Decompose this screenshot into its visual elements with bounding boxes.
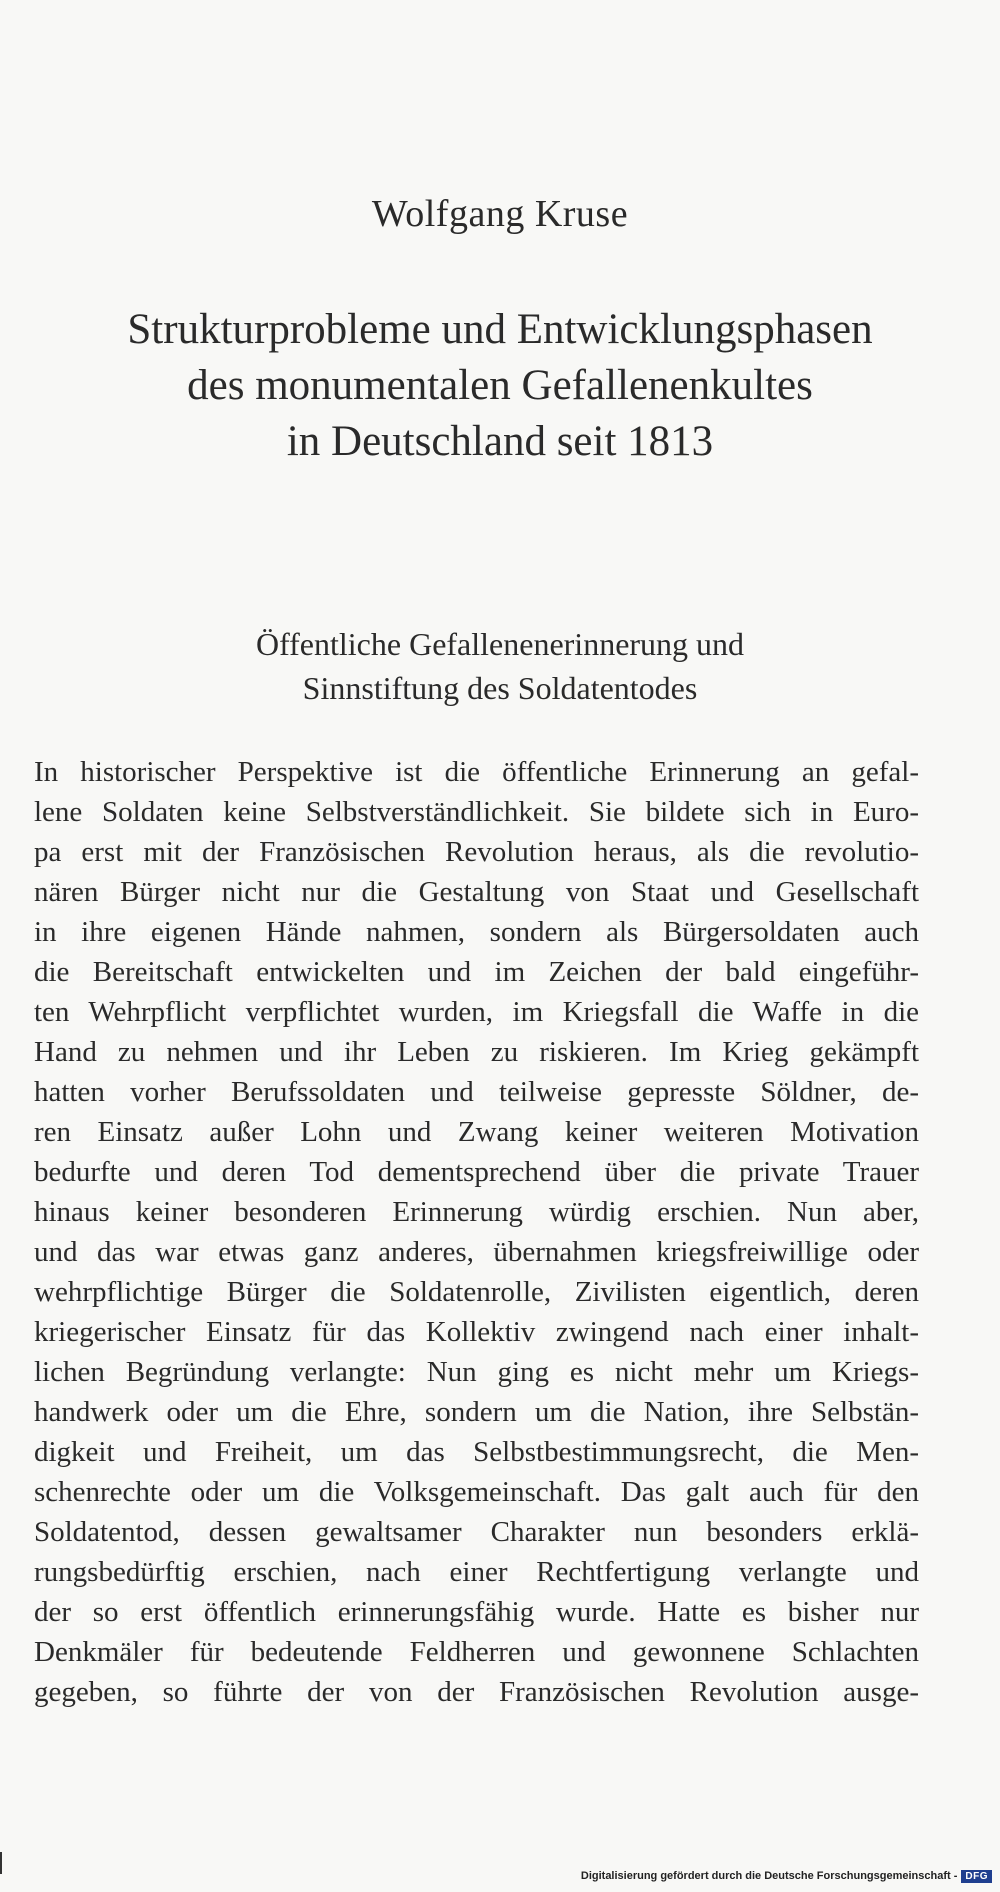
body-line: der so erst öffentlich erinnerungsfähig wurde. Hatte es bisher nur xyxy=(34,1596,919,1628)
body-line: die Bereitschaft entwickelten und im Zeichen der bald eingeführ- xyxy=(34,956,919,988)
chapter-title xyxy=(0,302,1000,470)
body-line: schenrechte oder um die Volksgemeinschaft. Das galt auch für den xyxy=(34,1476,919,1508)
section-heading-line: Sinnstiftung des Soldatentodes xyxy=(302,670,698,706)
body-line: rungsbedürftig erschien, nach einer Rechtfertigung verlangte und xyxy=(34,1556,919,1588)
body-line: lene Soldaten keine Selbstverständlichkeit. Sie bildete sich in Euro- xyxy=(34,796,919,828)
body-line: pa erst mit der Französischen Revolution heraus, als die revolutio- xyxy=(34,836,919,868)
author-name: Wolfgang Kruse xyxy=(371,193,629,235)
body-line: in ihre eigenen Hände nahmen, sondern als Bürgersoldaten auch xyxy=(34,916,919,948)
body-line: lichen Begründung verlangte: Nun ging es nicht mehr um Kriegs- xyxy=(34,1356,919,1388)
scan-edge-mark xyxy=(0,1852,2,1874)
body-line: Hand zu nehmen und ihr Leben zu riskieren. Im Krieg gekämpft xyxy=(34,1036,919,1068)
body-line: wehrpflichtige Bürger die Soldatenrolle, Zivilisten eigentlich, deren xyxy=(34,1276,919,1308)
body-line: ren Einsatz außer Lohn und Zwang keiner weiteren Motivation xyxy=(34,1116,919,1148)
body-paragraph xyxy=(34,752,919,1712)
body-line: kriegerischer Einsatz für das Kollektiv zwingend nach einer inhalt- xyxy=(34,1316,919,1348)
body-line: In historischer Perspektive ist die öffentliche Erinnerung an gefal- xyxy=(34,756,919,788)
body-line: gegeben, so führte der von der Französischen Revolution ausge- xyxy=(34,1676,919,1708)
dfg-logo: DFG xyxy=(961,1870,992,1883)
section-heading xyxy=(0,622,1000,710)
section-heading-line: Öffentliche Gefallenenerinnerung und xyxy=(255,626,745,662)
chapter-title-line: des monumentalen Gefallenenkultes xyxy=(187,362,813,409)
chapter-title-line: Strukturprobleme und Entwicklungsphasen xyxy=(127,306,873,353)
body-line: digkeit und Freiheit, um das Selbstbestimmungsrecht, die Men- xyxy=(34,1436,919,1468)
body-line: nären Bürger nicht nur die Gestaltung von Staat und Gesellschaft xyxy=(34,876,919,908)
body-line: handwerk oder um die Ehre, sondern um die Nation, ihre Selbstän- xyxy=(34,1396,919,1428)
body-line: Soldatentod, dessen gewaltsamer Charakter nun besonders erklä- xyxy=(34,1516,919,1548)
body-line: hinaus keiner besonderen Erinnerung würdig erschien. Nun aber, xyxy=(34,1196,919,1228)
digitization-footer xyxy=(581,1866,992,1886)
chapter-title-line: in Deutschland seit 1813 xyxy=(286,418,714,465)
footer-credit-text: Digitalisierung gefördert durch die Deutsche Forschungsgemeinschaft - xyxy=(580,1870,958,1882)
body-line: ten Wehrpflicht verpflichtet wurden, im Kriegsfall die Waffe in die xyxy=(34,996,919,1028)
body-line: hatten vorher Berufssoldaten und teilweise gepresste Söldner, de- xyxy=(34,1076,919,1108)
body-line: und das war etwas ganz anderes, übernahmen kriegsfreiwillige oder xyxy=(34,1236,919,1268)
body-line: Denkmäler für bedeutende Feldherren und gewonnene Schlachten xyxy=(34,1636,919,1668)
body-line: bedurfte und deren Tod dementsprechend über die private Trauer xyxy=(34,1156,919,1188)
